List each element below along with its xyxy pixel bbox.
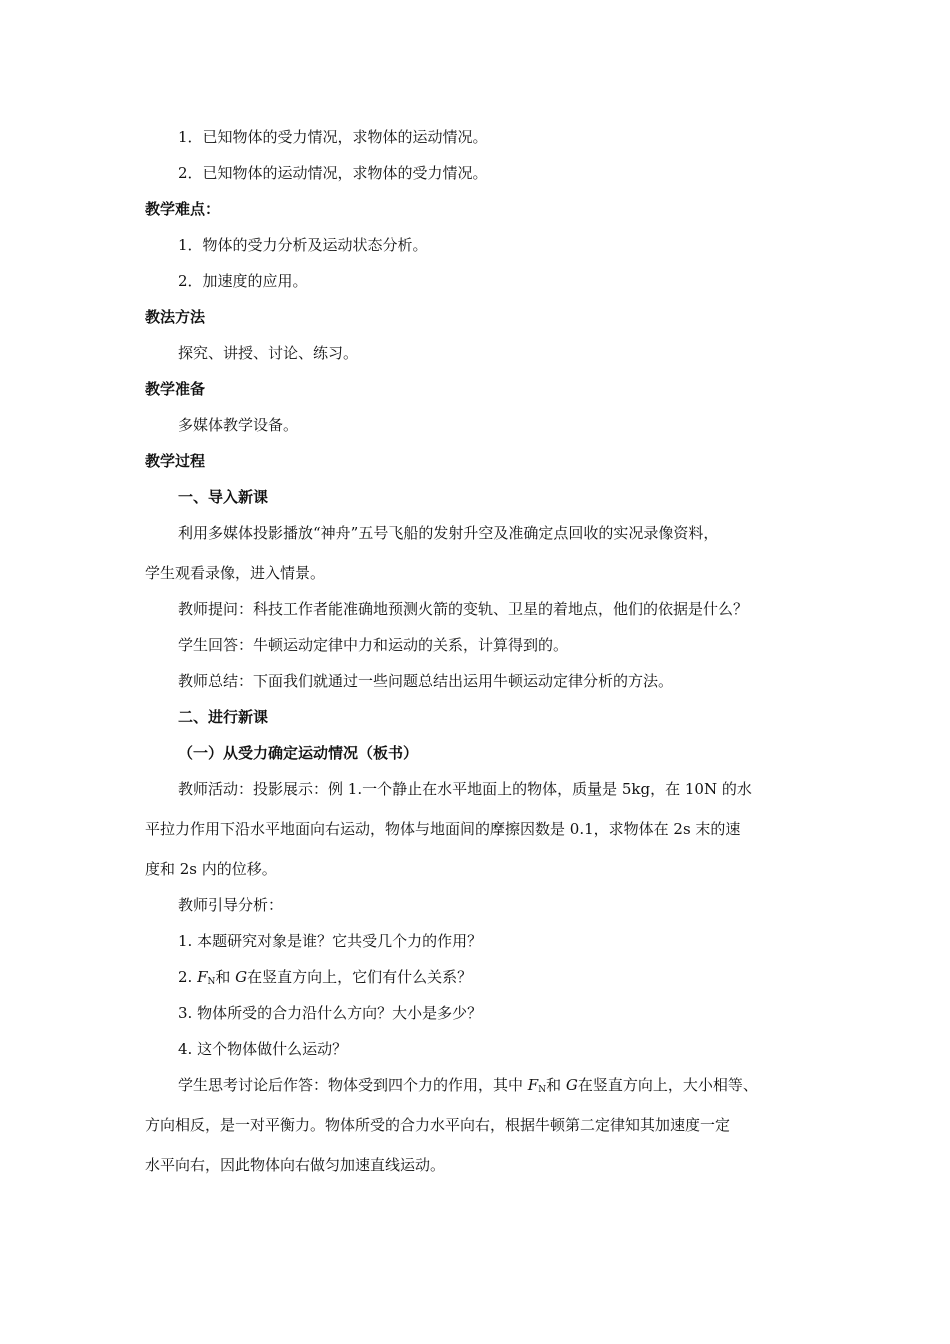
student-response-line-3: 水平向右，因此物体向右做匀加速直线运动。 [145, 1156, 446, 1174]
difficulty-line-1: 1．物体的受力分析及运动状态分析。 [178, 236, 428, 254]
objective-line-2: 2．已知物体的运动情况，求物体的受力情况。 [178, 164, 488, 182]
question-4: 4. 这个物体做什么运动？ [178, 1040, 348, 1058]
intro-para-line-1: 利用多媒体投影播放“神舟”五号飞船的发射升空及准确定点回收的实况录像资料， [178, 524, 719, 542]
heading-method: 教法方法 [145, 308, 206, 326]
heading-new-lesson: 二、进行新课 [178, 708, 269, 726]
teacher-question: 教师提问：科技工作者能准确地预测火箭的变轨、卫星的着地点，他们的依据是什么？ [178, 600, 749, 618]
question-3: 3. 物体所受的合力沿什么方向？大小是多少？ [178, 1004, 483, 1022]
heading-subsection-1: （一）从受力确定运动情况（板书） [178, 744, 419, 762]
heading-intro: 一、导入新课 [178, 488, 269, 506]
heading-process: 教学过程 [145, 452, 206, 470]
heading-preparation: 教学准备 [145, 380, 206, 398]
preparation-line: 多媒体教学设备。 [178, 416, 299, 434]
teacher-summary: 教师总结：下面我们就通过一些问题总结出运用牛顿运动定律分析的方法。 [178, 672, 674, 690]
difficulty-line-2: 2．加速度的应用。 [178, 272, 308, 290]
example-line-1: 教师活动：投影展示：例 1.一个静止在水平地面上的物体，质量是 5kg，在 10N 的水 [178, 780, 752, 798]
example-line-3: 度和 2s 内的位移。 [145, 860, 277, 878]
teacher-guide-label: 教师引导分析： [178, 896, 284, 914]
method-line: 探究、讲授、讨论、练习。 [178, 344, 359, 362]
objective-line-1: 1．已知物体的受力情况，求物体的运动情况。 [178, 128, 488, 146]
student-answer: 学生回答：牛顿运动定律中力和运动的关系，计算得到的。 [178, 636, 569, 654]
student-response-line-2: 方向相反，是一对平衡力。物体所受的合力水平向右，根据牛顿第二定律知其加速度一定 [145, 1116, 731, 1134]
question-2: 2. $F_N$和 G在竖直方向上，它们有什么关系？ [178, 968, 473, 987]
student-response-line-1: 学生思考讨论后作答：物体受到四个力的作用，其中 $F_N$和 G在竖直方向上，大小相等、 [178, 1076, 758, 1095]
intro-para-line-2: 学生观看录像，进入情景。 [145, 564, 326, 582]
heading-difficulty: 教学难点： [145, 200, 221, 218]
example-line-2: 平拉力作用下沿水平地面向右运动，物体与地面间的摩擦因数是 0.1，求物体在 2s 末的速 [145, 820, 741, 838]
question-1: 1. 本题研究对象是谁？它共受几个力的作用？ [178, 932, 483, 950]
